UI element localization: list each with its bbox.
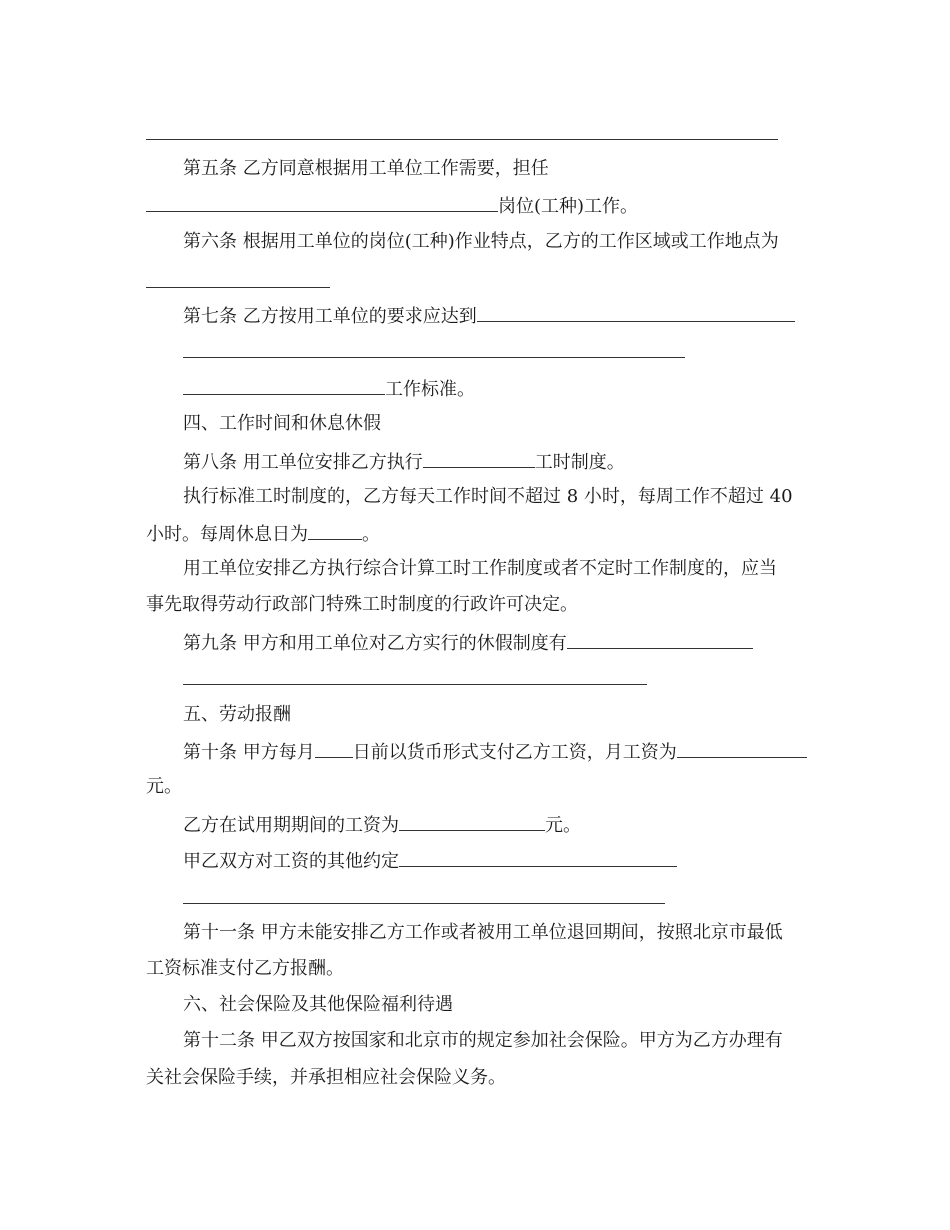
article-10-suffix: 元。 (146, 776, 182, 797)
article-6-text: 第六条 根据用工单位的岗位(工种)作业特点，乙方的工作区域或工作地点为 (183, 231, 779, 252)
article-7-line-3 (183, 376, 475, 402)
standard-hours-text: 执行标准工时制度的，乙方每天工作时间不超过 8 小时，每周工作不超过 40 (183, 486, 793, 507)
article-7-suffix: 工作标准。 (385, 379, 475, 400)
article-7-blank-2 (183, 357, 685, 358)
rest-day-blank (308, 521, 362, 540)
rest-day-text: 小时。每周休息日为 (146, 524, 308, 545)
article-12-text-2: 关社会保险手续，并承担相应社会保险义务。 (146, 1067, 506, 1088)
article-10-line-1 (183, 739, 807, 765)
article-9-text: 第九条 甲方和用工单位对乙方实行的休假制度有 (183, 633, 567, 654)
standard-hours-line-1 (183, 485, 793, 509)
article-10-day-blank (315, 739, 353, 758)
article-9-blank-1 (567, 630, 753, 649)
rest-day-suffix: 。 (362, 524, 380, 545)
other-wage-blank-1 (399, 848, 677, 867)
other-wage-text: 甲乙双方对工资的其他约定 (183, 851, 399, 872)
article-6-blank (146, 287, 330, 288)
article-7-blank-1 (477, 303, 795, 322)
article-10-line-2 (146, 775, 182, 799)
article-10-wage-blank (677, 739, 807, 758)
article-11-line-2 (146, 957, 344, 981)
article-7-text: 第七条 乙方按用工单位的要求应达到 (183, 306, 477, 327)
probation-wage-blank (399, 812, 545, 831)
article-8-text: 第八条 用工单位安排乙方执行 (183, 452, 423, 473)
article-9-blank-2 (183, 684, 647, 685)
article-9-line-1 (183, 630, 753, 656)
article-11-text-1: 第十一条 甲方未能安排乙方工作或者被用工单位退回期间，按照北京市最低 (183, 922, 783, 943)
blank-line-top (146, 139, 778, 140)
section-6-title: 六、社会保险及其他保险福利待遇 (183, 994, 453, 1015)
article-11-text-2: 工资标准支付乙方报酬。 (146, 958, 344, 979)
other-wage-line-1 (183, 848, 677, 874)
article-7-blank-3 (183, 376, 385, 395)
probation-wage-suffix: 元。 (545, 815, 581, 836)
section-5-title: 五、劳动报酬 (183, 704, 291, 725)
article-10-text-1: 第十条 甲方每月 (183, 742, 315, 763)
article-5-line-1 (183, 157, 549, 181)
article-8-suffix: 工时制度。 (534, 452, 625, 473)
article-5-blank (146, 193, 498, 212)
section-6-heading (183, 993, 453, 1017)
probation-wage-line (183, 812, 581, 838)
article-10-text-2: 日前以货币形式支付乙方工资，月工资为 (352, 742, 677, 763)
article-6-line-1 (183, 230, 779, 254)
other-wage-blank-2 (183, 903, 665, 904)
comprehensive-hours-text-2: 事先取得劳动行政部门特殊工时制度的行政许可决定。 (146, 594, 578, 615)
article-5-suffix: 岗位(工种)工作。 (498, 196, 639, 217)
standard-hours-line-2 (146, 521, 380, 547)
comprehensive-hours-line-2 (146, 593, 578, 617)
comprehensive-hours-text-1: 用工单位安排乙方执行综合计算工时工作制度或者不定时工作制度的，应当 (183, 558, 777, 579)
article-11-line-1 (183, 921, 783, 945)
section-4-heading (183, 412, 381, 436)
article-8-blank (423, 449, 535, 468)
comprehensive-hours-line-1 (183, 557, 777, 581)
article-5-text: 第五条 乙方同意根据用工单位工作需要，担任 (183, 158, 549, 179)
article-8-line (183, 449, 625, 475)
article-12-line-1 (183, 1029, 783, 1053)
article-5-line-2 (146, 193, 638, 219)
section-4-title: 四、工作时间和休息休假 (183, 413, 381, 434)
article-12-text-1: 第十二条 甲乙双方按国家和北京市的规定参加社会保险。甲方为乙方办理有 (183, 1030, 783, 1051)
article-7-line-1 (183, 303, 795, 329)
section-5-heading (183, 703, 291, 727)
probation-wage-text: 乙方在试用期期间的工资为 (183, 815, 399, 836)
article-12-line-2 (146, 1066, 506, 1090)
